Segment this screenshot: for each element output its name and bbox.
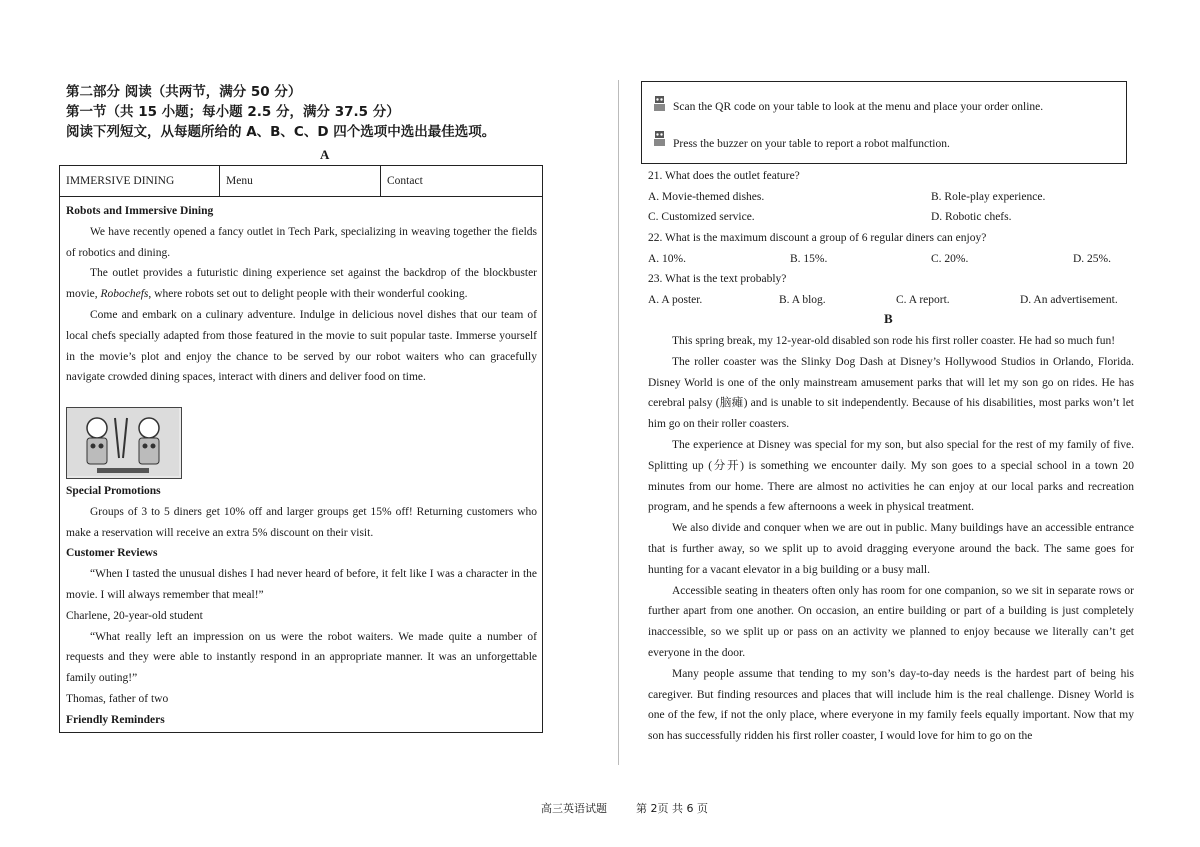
paragraph: We have recently opened a fancy outlet in Tech Park, specializing in weaving together the fields of robotics and dining. <box>66 225 537 259</box>
review-quote: “What really left an impression on us were the robot waiters. We made quite a number of requests and they were able to instantly respond in an appropriate manner. It was an unforgettable family outing!” <box>66 630 537 685</box>
paragraph: Many people assume that tending to my son’s day-to-day needs is the hardest part of being his caregiver. But finding resources and places that will include him is the real challenge. Disney World is one of the few, if not the only place, where everyone in my family feels equally important. Now that my son has successfully ridden his first roller coaster, I would love for him to go on the <box>648 667 1134 743</box>
section-heading: 第一节（共 15 小题；每小题 2.5 分，满分 37.5 分） <box>66 104 400 120</box>
heading-customer-reviews: Customer Reviews <box>66 547 158 560</box>
paragraph: The experience at Disney was special for my son, but also special for the rest of my family of five. Splitting up (分开) is something we encounter daily. My son goes to a special school in a town 20 minutes from our home. There are almost no activities he can enjoy at our local parks and recreation program, and he spends a few afternoons a week in physical treatment. <box>648 438 1134 514</box>
nav-item-menu: Menu <box>220 166 381 196</box>
passage-a-navbar <box>60 166 542 197</box>
paragraph-text: , where robots set out to delight people with their wonderful cooking. <box>148 288 468 301</box>
paragraph-text: The outlet provides a futuristic dining experience set against the backdrop of the blockbuster movie, <box>66 267 537 301</box>
review-author: Thomas, father of two <box>66 692 169 705</box>
paragraph: This spring break, my 12-year-old disabled son rode his first roller coaster. He had so much fun! <box>672 335 1116 347</box>
nav-item-contact: Contact <box>387 175 423 187</box>
reminder-item <box>673 99 1043 115</box>
passage-a-body-top <box>66 201 537 388</box>
paragraph: Accessible seating in theaters often only has room for one companion, so we sit in separate rows or further apart from one another. On occasion, an entire building or part of a building is just completely inaccessible, so we split up or pass on an activity we planned to enjoy because we literally can’t get everyone in the door. <box>648 584 1134 659</box>
heading-robots-dining: Robots and Immersive Dining <box>66 205 214 217</box>
option-21-b: B. Role-play experience. <box>931 191 1046 203</box>
nav-item-immersive-dining: IMMERSIVE DINING <box>60 166 220 196</box>
option-21-d: D. Robotic chefs. <box>931 211 1012 223</box>
passage-b-label: B <box>884 311 893 326</box>
reminder-item <box>673 136 950 152</box>
option-23-c: C. A report. <box>896 294 950 306</box>
column-divider <box>618 80 619 765</box>
review-author: Charlene, 20-year-old student <box>66 609 203 622</box>
reminders-box <box>641 81 1127 164</box>
footer-page-number: 第 2页 共 6 页 <box>636 802 708 815</box>
passage-a-box <box>59 165 543 733</box>
option-23-a: A. A poster. <box>648 294 703 306</box>
option-22-d: D. 25%. <box>1073 253 1112 265</box>
paragraph: Come and embark on a culinary adventure. Indulge in delicious novel dishes that our team of local chefs specially adapted from those featured in the movie to suit popular taste. Immerse yourself in the movie’s plot and enjoy the chance to be served by our robot waiters who can gracefully navigate crowded dining spaces, interact with diners and deliver food on time. <box>66 308 537 384</box>
paragraph: We also divide and conquer when we are out in public. Many buildings have an accessible entrance that is further away, so we split up to avoid dragging everyone around the back. The same goes for hunting for a vacant elevator in a big building or a busy mall. <box>648 522 1134 576</box>
robot-chefs-illustration <box>66 407 182 479</box>
question-23-stem: 23. What is the text probably? <box>648 273 787 285</box>
passage-a-label: A <box>320 147 330 162</box>
option-23-b: B. A blog. <box>779 294 826 306</box>
question-22-stem: 22. What is the maximum discount a group of 6 regular diners can enjoy? <box>648 232 987 244</box>
passage-b-body <box>648 331 1134 747</box>
option-21-c: C. Customized service. <box>648 211 755 223</box>
heading-friendly-reminders: Friendly Reminders <box>66 713 165 726</box>
paragraph: Groups of 3 to 5 diners get 10% off and larger groups get 15% off! Returning customers who make a reservation will receive an extra 5% discount on their visit. <box>66 505 537 539</box>
option-23-d: D. An advertisement. <box>1020 294 1118 306</box>
instruction-text: 阅读下列短文，从每题所给的 A、B、C、D 四个选项中选出最佳选项。 <box>66 124 496 140</box>
option-22-c: C. 20%. <box>931 253 969 265</box>
robot-chef-icon <box>67 408 179 476</box>
footer-title: 高三英语试题 <box>541 802 607 815</box>
option-21-a: A. Movie-themed dishes. <box>648 191 765 203</box>
passage-a-body-bottom <box>66 481 537 731</box>
option-22-a: A. 10%. <box>648 253 687 265</box>
robot-icon <box>653 130 666 147</box>
paragraph: The roller coaster was the Slinky Dog Dash at Disney’s Hollywood Studios in Orlando, Florida. Disney World is one of the only mainstream amusement parks that will let my son go on rides. He has cerebral palsy (脑瘫) and is unable to sit independently. Because of his disabilities, most parks won’t let him go on their roller coasters. <box>648 355 1134 431</box>
paragraph <box>66 263 537 305</box>
question-21-stem: 21. What does the outlet feature? <box>648 170 800 182</box>
part-heading: 第二部分 阅读（共两节，满分 50 分） <box>66 84 302 100</box>
heading-special-promotions: Special Promotions <box>66 485 161 497</box>
reminder-text: Scan the QR code on your table to look at the menu and place your order online. <box>673 101 1044 113</box>
movie-title: Robochefs <box>100 288 149 301</box>
option-22-b: B. 15%. <box>790 253 828 265</box>
review-quote: “When I tasted the unusual dishes I had never heard of before, it felt like I was a character in the movie. I will always remember that meal!” <box>66 568 537 601</box>
robot-icon <box>653 95 666 112</box>
reminder-text: Press the buzzer on your table to report a robot malfunction. <box>673 138 950 150</box>
